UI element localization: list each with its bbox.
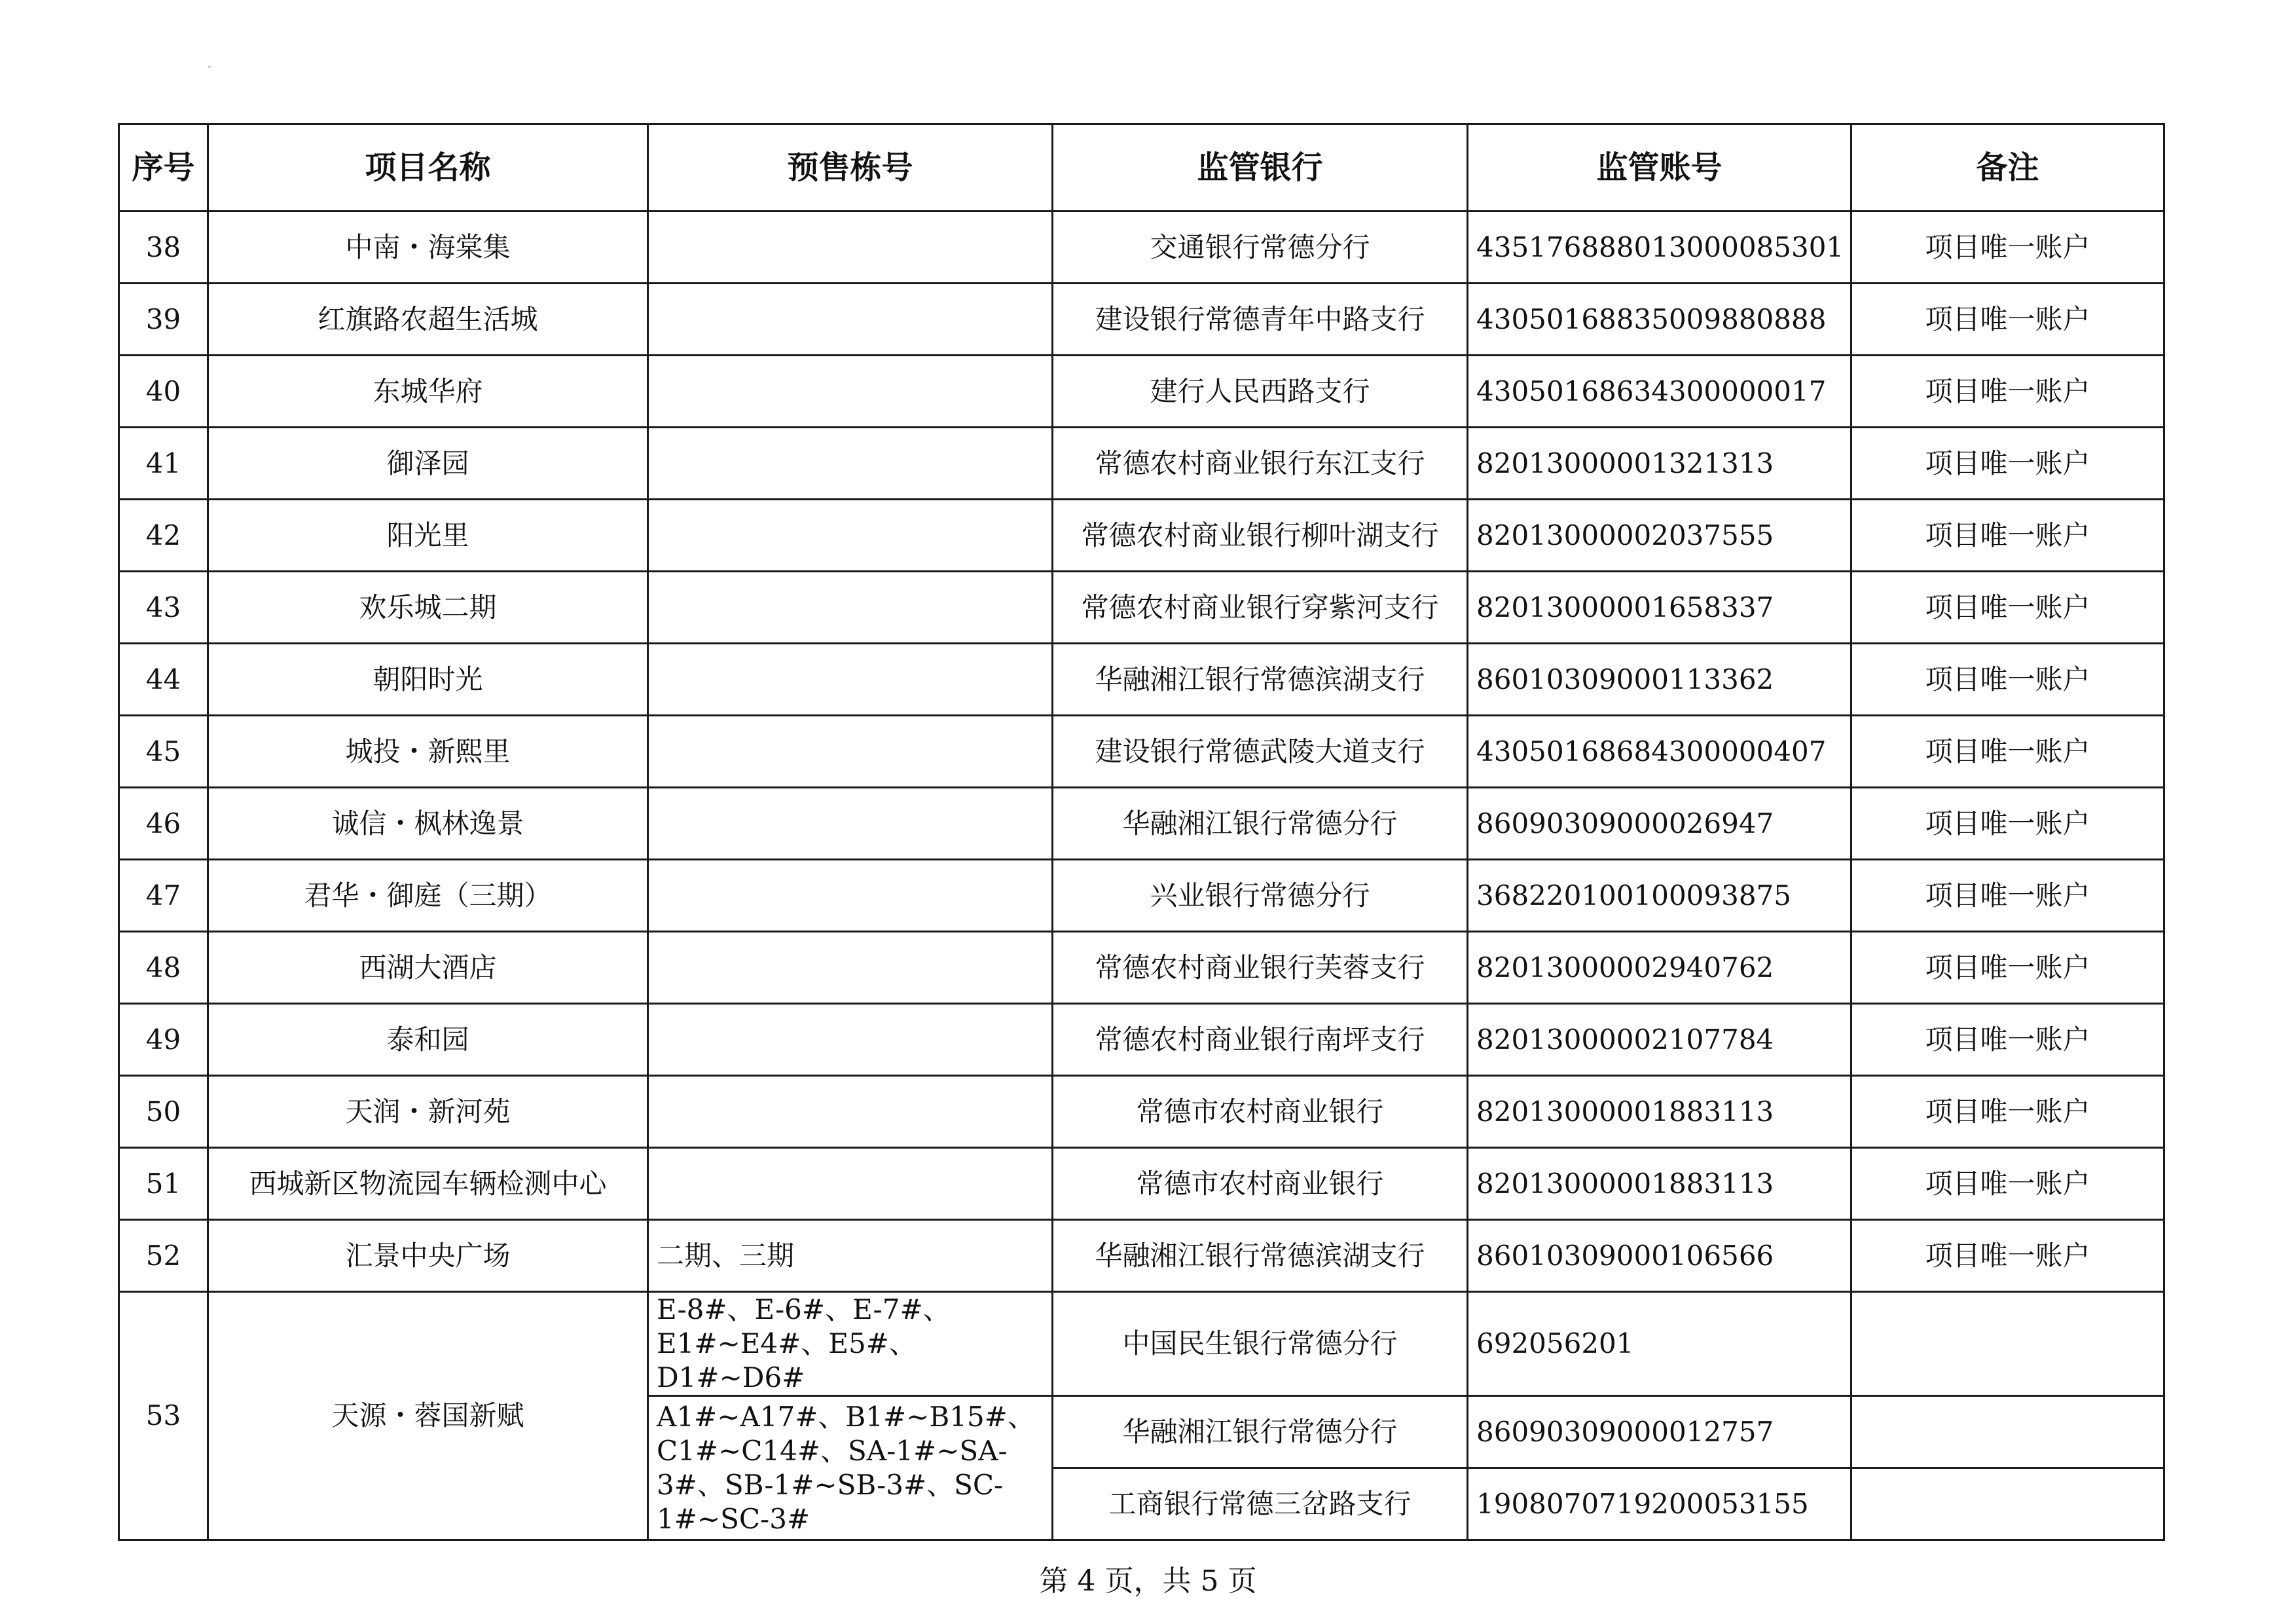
scan-speck xyxy=(208,65,211,68)
row-remark: 项目唯一账户 xyxy=(1851,716,2164,788)
row-project-name: 天润・新河苑 xyxy=(208,1076,648,1148)
table-row xyxy=(119,860,2164,932)
row-account: 86010309000113362 xyxy=(1468,644,1851,716)
row-project-name: 东城华府 xyxy=(208,356,648,428)
table-row xyxy=(119,1148,2164,1220)
row-no: 39 xyxy=(119,284,208,356)
header-remark: 备注 xyxy=(1851,124,2164,212)
row-presale-building xyxy=(648,356,1053,428)
header-project-name: 项目名称 xyxy=(208,124,648,212)
row-account: 82013000002940762 xyxy=(1468,932,1851,1004)
row-presale-building: E-8#、E-6#、E-7#、E1#~E4#、E5#、D1#~D6# xyxy=(648,1292,1053,1396)
row-account: 86010309000106566 xyxy=(1468,1220,1851,1292)
row-project-name: 中南・海棠集 xyxy=(208,212,648,284)
row-account: 692056201 xyxy=(1468,1292,1851,1396)
row-account: 82013000001883113 xyxy=(1468,1076,1851,1148)
header-row xyxy=(119,124,2164,212)
row-no: 53 xyxy=(119,1292,208,1540)
row-no: 42 xyxy=(119,500,208,572)
row-bank: 华融湘江银行常德滨湖支行 xyxy=(1053,644,1468,716)
row-project-name: 天源・蓉国新赋 xyxy=(208,1292,648,1540)
row-no: 41 xyxy=(119,428,208,500)
header-no: 序号 xyxy=(119,124,208,212)
row-presale-building xyxy=(648,572,1053,644)
bank-account-table xyxy=(118,123,2165,1541)
row-remark: 项目唯一账户 xyxy=(1851,500,2164,572)
table-row xyxy=(119,1076,2164,1148)
header-bank: 监管银行 xyxy=(1053,124,1468,212)
row-remark: 项目唯一账户 xyxy=(1851,1220,2164,1292)
table-row xyxy=(119,1004,2164,1076)
row-project-name: 朝阳时光 xyxy=(208,644,648,716)
table-row xyxy=(119,428,2164,500)
row-bank: 华融湘江银行常德分行 xyxy=(1053,788,1468,860)
row-no: 47 xyxy=(119,860,208,932)
row-account: 1908070719200053155 xyxy=(1468,1468,1851,1540)
table-row xyxy=(119,932,2164,1004)
row-bank: 建设银行常德武陵大道支行 xyxy=(1053,716,1468,788)
row-no: 50 xyxy=(119,1076,208,1148)
row-project-name: 阳光里 xyxy=(208,500,648,572)
row-remark: 项目唯一账户 xyxy=(1851,428,2164,500)
row-no: 45 xyxy=(119,716,208,788)
header-presale-building: 预售栋号 xyxy=(648,124,1053,212)
row-account: 82013000002037555 xyxy=(1468,500,1851,572)
row-presale-building xyxy=(648,932,1053,1004)
row-bank: 常德农村商业银行穿紫河支行 xyxy=(1053,572,1468,644)
row-remark: 项目唯一账户 xyxy=(1851,932,2164,1004)
row-presale-building xyxy=(648,716,1053,788)
table-row xyxy=(119,356,2164,428)
row-account: 43050168634300000017 xyxy=(1468,356,1851,428)
row-presale-building xyxy=(648,644,1053,716)
row-remark: 项目唯一账户 xyxy=(1851,1076,2164,1148)
row-presale-building xyxy=(648,500,1053,572)
row-project-name: 西城新区物流园车辆检测中心 xyxy=(208,1148,648,1220)
row-presale-building xyxy=(648,284,1053,356)
row-project-name: 泰和园 xyxy=(208,1004,648,1076)
table-row xyxy=(119,788,2164,860)
row-no: 48 xyxy=(119,932,208,1004)
row-remark xyxy=(1851,1396,2164,1468)
row-presale-building: A1#~A17#、B1#~B15#、C1#~C14#、SA-1#~SA-3#、SB-1#~SB-3#、SC-1#~SC-3# xyxy=(648,1396,1053,1540)
row-project-name: 西湖大酒店 xyxy=(208,932,648,1004)
row-account: 435176888013000085301 xyxy=(1468,212,1851,284)
table-row xyxy=(119,212,2164,284)
row-account: 82013000001658337 xyxy=(1468,572,1851,644)
table-row xyxy=(119,500,2164,572)
row-bank: 常德农村商业银行南坪支行 xyxy=(1053,1004,1468,1076)
row-no: 43 xyxy=(119,572,208,644)
row-remark: 项目唯一账户 xyxy=(1851,212,2164,284)
row-presale-building xyxy=(648,1148,1053,1220)
table-row xyxy=(119,284,2164,356)
row-project-name: 城投・新熙里 xyxy=(208,716,648,788)
row-no: 46 xyxy=(119,788,208,860)
row-bank: 兴业银行常德分行 xyxy=(1053,860,1468,932)
row-project-name: 诚信・枫林逸景 xyxy=(208,788,648,860)
table-row xyxy=(119,716,2164,788)
row-account: 82013000001321313 xyxy=(1468,428,1851,500)
row-account: 43050168684300000407 xyxy=(1468,716,1851,788)
row-bank: 常德农村商业银行东江支行 xyxy=(1053,428,1468,500)
row-project-name: 红旗路农超生活城 xyxy=(208,284,648,356)
row-bank: 常德市农村商业银行 xyxy=(1053,1148,1468,1220)
row-remark: 项目唯一账户 xyxy=(1851,356,2164,428)
row-presale-building xyxy=(648,860,1053,932)
row-account: 43050168835009880888 xyxy=(1468,284,1851,356)
table-row xyxy=(119,644,2164,716)
row-account: 82013000001883113 xyxy=(1468,1148,1851,1220)
row-presale-building xyxy=(648,212,1053,284)
row-bank: 交通银行常德分行 xyxy=(1053,212,1468,284)
row-project-name: 君华・御庭（三期） xyxy=(208,860,648,932)
row-no: 38 xyxy=(119,212,208,284)
row-account: 82013000002107784 xyxy=(1468,1004,1851,1076)
row-bank: 常德农村商业银行芙蓉支行 xyxy=(1053,932,1468,1004)
row-no: 51 xyxy=(119,1148,208,1220)
row-account: 86090309000026947 xyxy=(1468,788,1851,860)
row-no: 52 xyxy=(119,1220,208,1292)
row-account: 86090309000012757 xyxy=(1468,1396,1851,1468)
row-presale-building xyxy=(648,788,1053,860)
row-remark: 项目唯一账户 xyxy=(1851,860,2164,932)
row-account: 368220100100093875 xyxy=(1468,860,1851,932)
row-remark: 项目唯一账户 xyxy=(1851,1004,2164,1076)
table-row xyxy=(119,572,2164,644)
row-remark xyxy=(1851,1468,2164,1540)
row-remark xyxy=(1851,1292,2164,1396)
row-remark: 项目唯一账户 xyxy=(1851,1148,2164,1220)
row-bank: 工商银行常德三岔路支行 xyxy=(1053,1468,1468,1540)
row-no: 44 xyxy=(119,644,208,716)
table-row xyxy=(119,1220,2164,1292)
row-no: 49 xyxy=(119,1004,208,1076)
page-footer: 第 4 页，共 5 页 xyxy=(1039,1564,1257,1598)
row-bank: 中国民生银行常德分行 xyxy=(1053,1292,1468,1396)
row-project-name: 欢乐城二期 xyxy=(208,572,648,644)
row-presale-building: 二期、三期 xyxy=(648,1220,1053,1292)
row-bank: 华融湘江银行常德滨湖支行 xyxy=(1053,1220,1468,1292)
row-presale-building xyxy=(648,1076,1053,1148)
row-bank: 建行人民西路支行 xyxy=(1053,356,1468,428)
row-bank: 常德市农村商业银行 xyxy=(1053,1076,1468,1148)
row-bank: 建设银行常德青年中路支行 xyxy=(1053,284,1468,356)
row-presale-building xyxy=(648,428,1053,500)
table-row-53-a xyxy=(119,1292,2164,1396)
row-project-name: 御泽园 xyxy=(208,428,648,500)
row-bank: 华融湘江银行常德分行 xyxy=(1053,1396,1468,1468)
row-project-name: 汇景中央广场 xyxy=(208,1220,648,1292)
row-remark: 项目唯一账户 xyxy=(1851,572,2164,644)
row-no: 40 xyxy=(119,356,208,428)
row-presale-building xyxy=(648,1004,1053,1076)
row-remark: 项目唯一账户 xyxy=(1851,788,2164,860)
row-bank: 常德农村商业银行柳叶湖支行 xyxy=(1053,500,1468,572)
header-account: 监管账号 xyxy=(1468,124,1851,212)
row-remark: 项目唯一账户 xyxy=(1851,644,2164,716)
row-remark: 项目唯一账户 xyxy=(1851,284,2164,356)
